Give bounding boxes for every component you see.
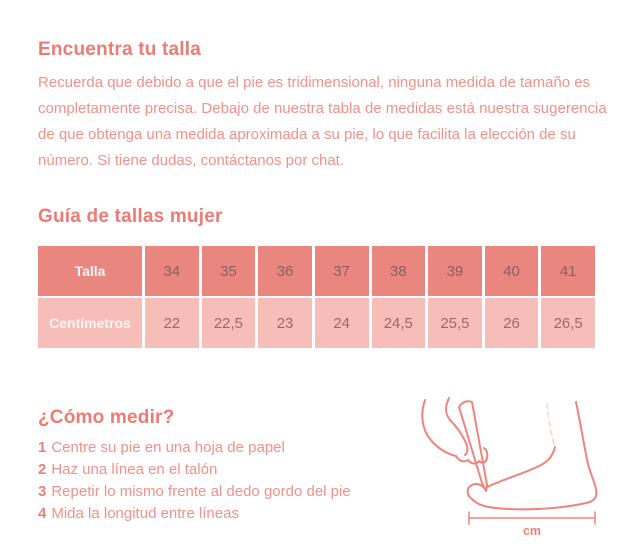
- hand-outline: [422, 400, 456, 456]
- toe-outline: [468, 484, 484, 500]
- step-text: Haz una línea en el talón: [51, 461, 218, 478]
- size-table-cell: 37: [315, 246, 369, 296]
- foot-tracing-drawing: [402, 388, 614, 553]
- size-intro-paragraph: Recuerda que debido a que el pie es tridimensional, ninguna medida de tamaño es completamente precisa. Debajo de nuestra tabla de medidas está nuestra sugerencia de que obtenga una medida aproximada a su pie, lo que facilita la elección de su número. Si tiene dudas, contáctanos por chat.: [38, 74, 607, 169]
- sole-outline: [473, 500, 586, 509]
- women-size-guide-title: Guía de tallas mujer: [38, 206, 223, 227]
- size-table: [38, 246, 595, 348]
- measure-step: [38, 503, 351, 525]
- size-table-cell: 23: [258, 298, 312, 348]
- size-table-cell: 34: [145, 246, 199, 296]
- foot-measurement-illustration: [402, 388, 614, 553]
- size-table-row-label: Centímetros: [38, 298, 142, 348]
- leg-heel-outline: [576, 402, 596, 503]
- step-number: 2: [38, 461, 47, 478]
- size-table-cell: 25,5: [428, 298, 482, 348]
- pencil-icon: [459, 401, 487, 491]
- size-table-cell: 41: [541, 246, 595, 296]
- cm-unit-label: cm: [522, 524, 542, 538]
- size-table-cell: 36: [258, 246, 312, 296]
- size-table-cell: 24,5: [372, 298, 426, 348]
- size-table-cell: 35: [202, 246, 256, 296]
- step-number: 3: [38, 483, 47, 500]
- size-table-cell: 38: [372, 246, 426, 296]
- size-table-cell: 40: [485, 246, 539, 296]
- measure-step: [38, 481, 351, 503]
- size-table-cell: 22: [145, 298, 199, 348]
- dimension-line: [469, 512, 595, 524]
- measure-step: [38, 437, 351, 459]
- instep-outline: [487, 447, 555, 487]
- size-table-cell: 22,5: [202, 298, 256, 348]
- step-number: 1: [38, 439, 47, 456]
- size-table-cell: 24: [315, 298, 369, 348]
- how-to-measure-title: ¿Cómo medir?: [38, 407, 175, 428]
- size-table-cell: 26: [485, 298, 539, 348]
- step-number: 4: [38, 505, 47, 522]
- step-text: Repetir lo mismo frente al dedo gordo del pie: [51, 483, 351, 500]
- measure-steps-list: [38, 437, 351, 525]
- size-table-cell: 39: [428, 246, 482, 296]
- measure-step: [38, 459, 351, 481]
- hand-inner-line: [446, 398, 450, 420]
- size-table-row-label: Talla: [38, 246, 142, 296]
- step-text: Centre su pie en una hoja de papel: [51, 439, 285, 456]
- find-your-size-title: Encuentra tu talla: [38, 39, 202, 60]
- step-text: Mida la longitud entre líneas: [51, 505, 239, 522]
- size-table-cell: 26,5: [541, 298, 595, 348]
- shin-sketch-line: [547, 403, 554, 444]
